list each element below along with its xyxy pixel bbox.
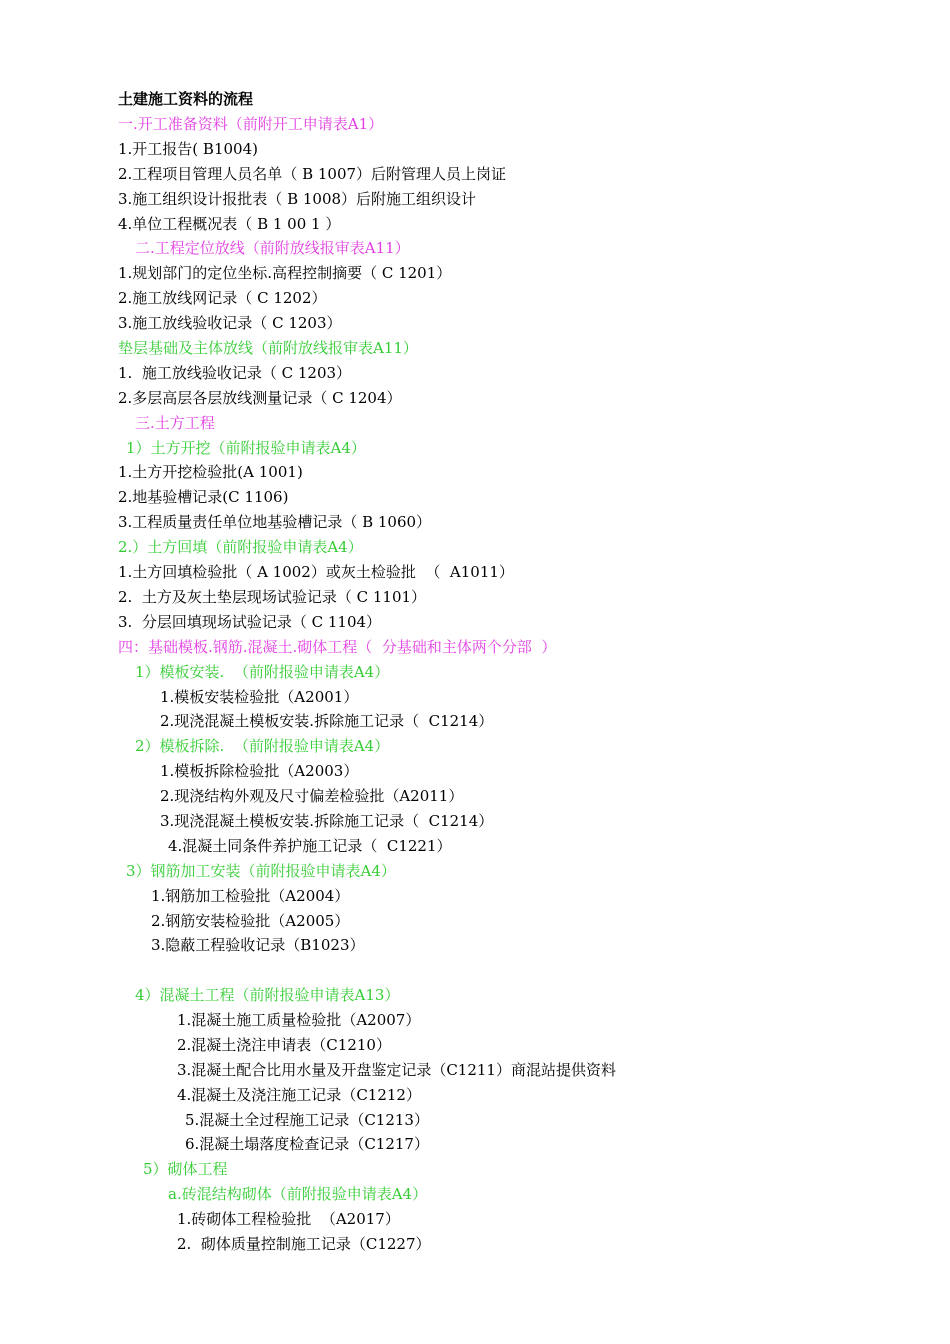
list-item: 2.现浇混凝土模板安装.拆除施工记录（ C1214） [160, 712, 494, 730]
section-heading: 四：基础模板.钢筋.混凝土.砌体工程（ 分基础和主体两个分部 ） [118, 638, 557, 656]
list-item: 2.现浇结构外观及尺寸偏差检验批（A2011） [160, 787, 464, 805]
section-heading: 三.土方工程 [135, 414, 215, 432]
document-title: 土建施工资料的流程 [118, 90, 254, 108]
list-item: 6.混凝土塌落度检查记录（C1217） [185, 1135, 429, 1153]
list-item: 1.开工报告( B1004) [118, 140, 258, 158]
section-heading: 二.工程定位放线（前附放线报审表A11） [135, 239, 410, 257]
list-item: 1.土方开挖检验批(A 1001) [118, 463, 303, 481]
list-item: 1.钢筋加工检验批（A2004） [151, 887, 350, 905]
subsection-heading: 4）混凝土工程（前附报验申请表A13） [135, 986, 400, 1004]
list-item: 3.施工组织设计报批表（ B 1008）后附施工组织设计 [118, 190, 477, 208]
subsection-heading: a.砖混结构砌体（前附报验申请表A4） [168, 1185, 428, 1203]
list-item: 3.现浇混凝土模板安装.拆除施工记录（ C1214） [160, 812, 494, 830]
list-item: 4.混凝土及浇注施工记录（C1212） [177, 1086, 421, 1104]
list-item: 2.混凝土浇注申请表（C1210） [177, 1036, 391, 1054]
list-item: 1.砖砌体工程检验批 （A2017） [177, 1210, 400, 1228]
list-item: 2. 土方及灰土垫层现场试验记录（ C 1101） [118, 588, 427, 606]
list-item: 2.钢筋安装检验批（A2005） [151, 912, 350, 930]
list-item: 3.工程质量责任单位地基验槽记录（ B 1060） [118, 513, 432, 531]
subsection-heading: 1）土方开挖（前附报验申请表A4） [126, 439, 366, 457]
list-item: 5.混凝土全过程施工记录（C1213） [185, 1111, 429, 1129]
subsection-heading: 3）钢筋加工安装（前附报验申请表A4） [126, 862, 396, 880]
subsection-heading: 1）模板安装. （前附报验申请表A4） [135, 663, 390, 681]
list-item: 3. 分层回填现场试验记录（ C 1104） [118, 613, 382, 631]
section-heading: 一.开工准备资料（前附开工申请表A1） [118, 115, 384, 133]
list-item: 1.混凝土施工质量检验批（A2007） [177, 1011, 421, 1029]
list-item: 1.规划部门的定位坐标.高程控制摘要（ C 1201） [118, 264, 452, 282]
subsection-heading: 2）模板拆除. （前附报验申请表A4） [135, 737, 390, 755]
list-item: 4.单位工程概况表（ B 1 00 1 ） [118, 215, 341, 233]
list-item: 1.模板拆除检验批（A2003） [160, 762, 359, 780]
list-item: 1.土方回填检验批（ A 1002）或灰土检验批 （ A1011） [118, 563, 514, 581]
list-item: 1.模板安装检验批（A2001） [160, 688, 359, 706]
subsection-heading: 2.）土方回填（前附报验申请表A4） [118, 538, 363, 556]
list-item: 3.施工放线验收记录（ C 1203） [118, 314, 342, 332]
list-item: 2.地基验槽记录(C 1106) [118, 488, 289, 506]
list-item: 3.混凝土配合比用水量及开盘鉴定记录（C1211）商混站提供资料 [177, 1061, 616, 1079]
list-item: 4.混凝土同条件养护施工记录（ C1221） [168, 837, 452, 855]
subsection-heading: 垫层基础及主体放线（前附放线报审表A11） [118, 339, 418, 357]
list-item: 2. 砌体质量控制施工记录（C1227） [177, 1235, 431, 1253]
subsection-heading: 5）砌体工程 [143, 1160, 228, 1178]
list-item: 1. 施工放线验收记录（ C 1203） [118, 364, 352, 382]
list-item: 3.隐蔽工程验收记录（B1023） [151, 936, 365, 954]
list-item: 2.施工放线网记录（ C 1202） [118, 289, 327, 307]
list-item: 2.工程项目管理人员名单（ B 1007）后附管理人员上岗证 [118, 165, 507, 183]
list-item: 2.多层高层各层放线测量记录（ C 1204） [118, 389, 402, 407]
